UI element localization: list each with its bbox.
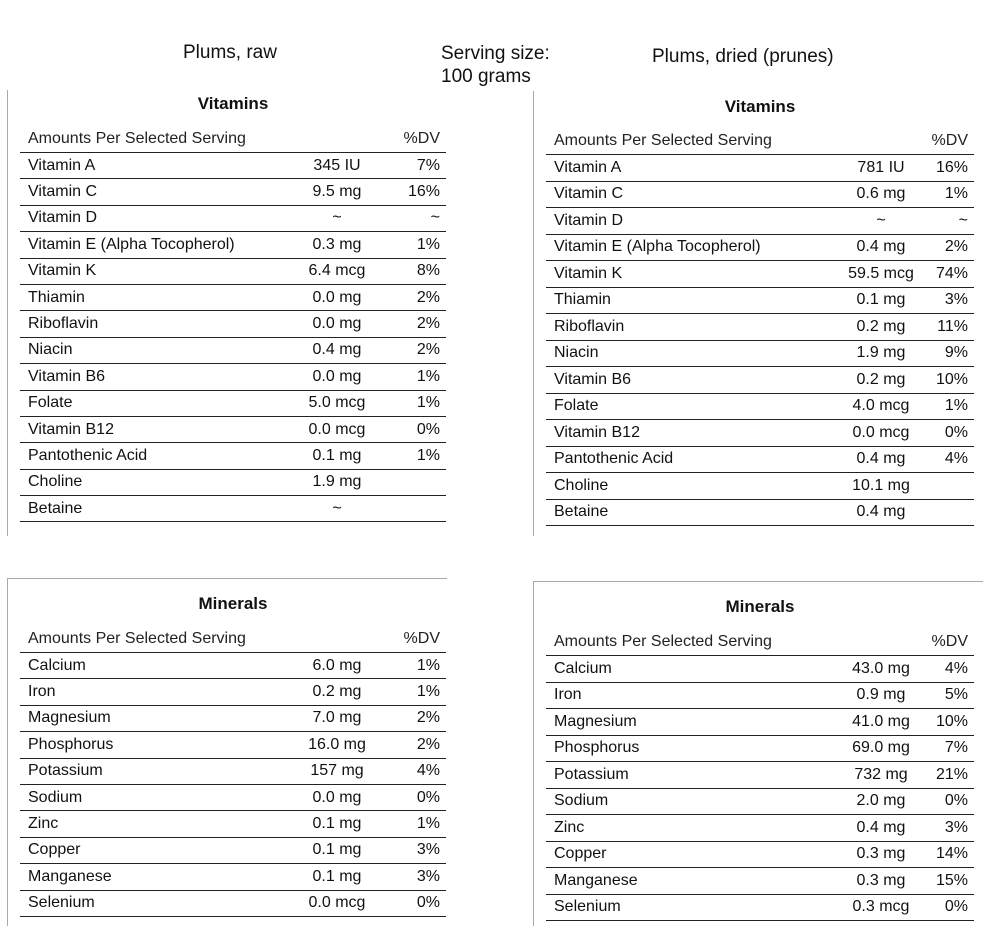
nutrient-dv: 9%: [944, 344, 968, 362]
panel-title: Minerals: [198, 594, 268, 613]
nutrient-name: Vitamin E (Alpha Tocopherol): [554, 238, 761, 256]
nutrient-name: Betaine: [28, 499, 83, 517]
nutrient-amount: 43.0 mg: [852, 659, 910, 677]
nutrient-name: Sodium: [554, 792, 609, 810]
nutrient-amount: 6.4 mcg: [308, 262, 366, 280]
nutrient-dv: 2%: [416, 735, 440, 753]
table-row: [20, 785, 446, 811]
nutrient-dv: 1%: [416, 446, 440, 464]
nutrient-dv: 2%: [416, 288, 440, 306]
nutrient-name: Potassium: [554, 765, 629, 783]
nutrient-name: Manganese: [554, 871, 638, 889]
nutrient-name: Thiamin: [554, 291, 611, 309]
nutrient-name: Selenium: [28, 894, 95, 912]
table-row: [20, 338, 446, 364]
nutrient-table: [20, 126, 446, 522]
table-row: [20, 470, 446, 496]
nutrient-dv: 1%: [416, 235, 440, 253]
nutrient-name: Vitamin B12: [554, 423, 640, 441]
table-row: [20, 285, 446, 311]
nutrient-dv: 3%: [416, 867, 440, 885]
nutrient-dv: 2%: [416, 341, 440, 359]
nutrient-amount: 0.0 mcg: [308, 894, 366, 912]
nutrient-dv: 21%: [935, 765, 968, 783]
table-row: [20, 706, 446, 732]
nutrient-amount: 0.0 mg: [312, 315, 362, 333]
nutrient-name: Niacin: [28, 341, 73, 359]
nutrient-dv: ~: [430, 209, 440, 227]
table-row: [20, 838, 446, 864]
nutrient-name: Copper: [28, 841, 81, 859]
nutrient-amount: 0.9 mg: [856, 686, 906, 704]
panel-border: [7, 578, 8, 926]
nutrient-dv: 5%: [944, 686, 968, 704]
nutrient-name: Folate: [554, 397, 599, 415]
nutrient-name: Vitamin B6: [28, 367, 106, 385]
nutrient-name: Riboflavin: [554, 317, 625, 335]
nutrient-name: Niacin: [554, 344, 599, 362]
nutrient-dv: 2%: [416, 315, 440, 333]
nutrient-dv: 0%: [944, 423, 968, 441]
nutrient-amount: 0.0 mcg: [308, 420, 366, 438]
nutrient-dv: 4%: [416, 762, 440, 780]
nutrient-amount: 10.1 mg: [852, 476, 910, 494]
nutrient-amount: 345 IU: [313, 156, 361, 174]
table-row: [546, 341, 974, 368]
nutrient-amount: 0.4 mg: [312, 341, 362, 359]
food-title-left: Plums, raw: [183, 42, 277, 63]
panel-border-top: [7, 578, 447, 579]
nutrient-dv: 4%: [944, 659, 968, 677]
nutrient-name: Selenium: [554, 898, 621, 916]
nutrient-name: Calcium: [28, 656, 86, 674]
nutrient-amount: 0.1 mg: [312, 815, 362, 833]
table-row: [20, 891, 446, 917]
nutrient-amount: 157 mg: [310, 762, 364, 780]
nutrient-table: [546, 629, 974, 921]
nutrient-dv: 0%: [944, 898, 968, 916]
nutrient-dv: 0%: [944, 792, 968, 810]
nutrient-name: Vitamin C: [28, 183, 98, 201]
table-row: [546, 182, 974, 209]
nutrient-name: Vitamin D: [28, 209, 98, 227]
nutrient-dv: 16%: [407, 183, 440, 201]
nutrient-amount: 0.2 mg: [312, 683, 362, 701]
table-row: [20, 679, 446, 705]
table-row: [546, 683, 974, 710]
header-dv: %DV: [931, 132, 968, 149]
panel-title: Vitamins: [197, 94, 269, 113]
nutrient-dv: 14%: [935, 845, 968, 863]
nutrient-table: [546, 128, 974, 526]
nutrient-amount: 41.0 mg: [852, 712, 910, 730]
nutrient-name: Vitamin E (Alpha Tocopherol): [28, 235, 235, 253]
nutrient-amount: 1.9 mg: [856, 344, 906, 362]
nutrient-amount: 0.0 mg: [312, 788, 362, 806]
table-row: [20, 811, 446, 837]
nutrient-amount: 0.6 mg: [856, 185, 906, 203]
table-row: [546, 261, 974, 288]
table-row: [20, 443, 446, 469]
nutrient-name: Iron: [554, 686, 582, 704]
nutrient-dv: 16%: [935, 158, 968, 176]
nutrient-name: Potassium: [28, 762, 103, 780]
panel-border: [533, 91, 534, 536]
nutrient-dv: 1%: [944, 185, 968, 203]
nutrient-amount: 781 IU: [857, 158, 905, 176]
nutrient-name: Manganese: [28, 867, 112, 885]
table-header: [20, 626, 446, 653]
nutrient-dv: 15%: [935, 871, 968, 889]
panel-border: [533, 581, 534, 926]
nutrient-amount: 732 mg: [854, 765, 908, 783]
nutrient-dv: 0%: [416, 894, 440, 912]
nutrient-name: Folate: [28, 394, 73, 412]
table-row: [546, 895, 974, 922]
table-row: [546, 314, 974, 341]
nutrient-amount: 0.1 mg: [312, 867, 362, 885]
table-header: [546, 128, 974, 155]
nutrient-name: Vitamin B6: [554, 370, 632, 388]
table-row: [546, 789, 974, 816]
nutrient-dv: 1%: [944, 397, 968, 415]
nutrient-dv: 2%: [944, 238, 968, 256]
nutrient-name: Pantothenic Acid: [554, 450, 674, 468]
table-row: [20, 391, 446, 417]
nutrient-name: Riboflavin: [28, 315, 99, 333]
nutrient-dv: 7%: [416, 156, 440, 174]
table-row: [20, 759, 446, 785]
nutrient-amount: 0.0 mcg: [852, 423, 910, 441]
nutrient-amount: 0.1 mg: [856, 291, 906, 309]
nutrient-name: Iron: [28, 683, 56, 701]
table-row: [546, 815, 974, 842]
nutrient-amount: 0.4 mg: [856, 818, 906, 836]
nutrient-amount: 4.0 mcg: [852, 397, 910, 415]
table-row: [546, 420, 974, 447]
nutrient-dv: 74%: [935, 264, 968, 282]
table-header: [20, 126, 446, 153]
nutrient-dv: 8%: [416, 262, 440, 280]
nutrient-name: Vitamin B12: [28, 420, 114, 438]
nutrient-amount: 0.4 mg: [856, 503, 906, 521]
header-label: Amounts Per Selected Serving: [28, 130, 246, 147]
table-row: [546, 500, 974, 527]
panel-title: Vitamins: [724, 97, 796, 116]
nutrient-name: Calcium: [554, 659, 612, 677]
serving-size-value: 100 grams: [441, 66, 531, 87]
nutrient-amount: 9.5 mg: [312, 183, 362, 201]
table-row: [20, 206, 446, 232]
nutrient-dv: 1%: [416, 394, 440, 412]
nutrient-amount: 2.0 mg: [856, 792, 906, 810]
nutrient-name: Phosphorus: [554, 739, 640, 757]
table-row: [546, 656, 974, 683]
nutrient-amount: 0.0 mg: [312, 367, 362, 385]
nutrient-dv: 3%: [944, 291, 968, 309]
nutrient-amount: ~: [332, 499, 342, 517]
table-row: [20, 496, 446, 522]
nutrient-amount: ~: [876, 211, 886, 229]
nutrient-name: Vitamin A: [28, 156, 96, 174]
nutrient-amount: 0.4 mg: [856, 238, 906, 256]
table-row: [20, 364, 446, 390]
nutrient-amount: 0.1 mg: [312, 841, 362, 859]
nutrient-dv: 2%: [416, 709, 440, 727]
table-row: [546, 155, 974, 182]
nutrient-amount: 0.0 mg: [312, 288, 362, 306]
table-row: [546, 447, 974, 474]
table-row: [20, 153, 446, 179]
nutrient-name: Magnesium: [554, 712, 637, 730]
nutrient-amount: 0.3 mg: [856, 845, 906, 863]
nutrient-name: Vitamin D: [554, 211, 624, 229]
nutrient-dv: 0%: [416, 420, 440, 438]
serving-size: [441, 42, 550, 88]
nutrient-dv: 1%: [416, 656, 440, 674]
header-dv: %DV: [403, 130, 440, 147]
table-row: [546, 868, 974, 895]
nutrient-amount: 0.1 mg: [312, 446, 362, 464]
nutrient-dv: ~: [958, 211, 968, 229]
table-row: [20, 311, 446, 337]
header-label: Amounts Per Selected Serving: [554, 132, 772, 149]
nutrient-amount: 59.5 mcg: [848, 264, 914, 282]
nutrient-dv: 3%: [416, 841, 440, 859]
table-row: [546, 736, 974, 763]
panel-border-top: [533, 581, 983, 582]
nutrient-amount: 5.0 mcg: [308, 394, 366, 412]
nutrient-amount: 1.9 mg: [312, 473, 362, 491]
nutrient-amount: 0.4 mg: [856, 450, 906, 468]
table-row: [546, 367, 974, 394]
nutrient-name: Vitamin K: [28, 262, 97, 280]
table-row: [546, 235, 974, 262]
nutrient-dv: 1%: [416, 815, 440, 833]
nutrient-dv: 1%: [416, 683, 440, 701]
nutrient-name: Vitamin C: [554, 185, 624, 203]
table-row: [20, 232, 446, 258]
header-label: Amounts Per Selected Serving: [28, 630, 246, 647]
nutrient-amount: 0.3 mg: [312, 235, 362, 253]
nutrient-dv: 10%: [935, 370, 968, 388]
serving-size-label: Serving size:: [441, 43, 550, 64]
table-row: [546, 288, 974, 315]
table-row: [20, 653, 446, 679]
food-title-right: Plums, dried (prunes): [652, 46, 834, 67]
table-row: [20, 259, 446, 285]
nutrient-dv: 4%: [944, 450, 968, 468]
nutrient-dv: 0%: [416, 788, 440, 806]
nutrient-name: Vitamin A: [554, 158, 622, 176]
nutrient-name: Choline: [28, 473, 83, 491]
table-row: [20, 864, 446, 890]
nutrient-amount: 0.3 mcg: [852, 898, 910, 916]
nutrient-amount: 7.0 mg: [312, 709, 362, 727]
table-row: [20, 179, 446, 205]
table-row: [546, 709, 974, 736]
nutrient-dv: 7%: [944, 739, 968, 757]
nutrient-dv: 3%: [944, 818, 968, 836]
panel-border: [7, 90, 8, 536]
header-dv: %DV: [403, 630, 440, 647]
table-row: [20, 417, 446, 443]
table-row: [546, 842, 974, 869]
nutrient-amount: 69.0 mg: [852, 739, 910, 757]
nutrient-dv: 1%: [416, 367, 440, 385]
table-row: [20, 732, 446, 758]
nutrient-name: Sodium: [28, 788, 83, 806]
header-dv: %DV: [931, 633, 968, 650]
nutrient-table: [20, 626, 446, 917]
nutrient-name: Zinc: [28, 815, 59, 833]
table-row: [546, 208, 974, 235]
nutrient-amount: ~: [332, 209, 342, 227]
header-label: Amounts Per Selected Serving: [554, 633, 772, 650]
nutrient-amount: 6.0 mg: [312, 656, 362, 674]
nutrient-amount: 0.2 mg: [856, 370, 906, 388]
nutrient-amount: 0.2 mg: [856, 317, 906, 335]
nutrient-amount: 16.0 mg: [308, 735, 366, 753]
nutrient-name: Betaine: [554, 503, 609, 521]
table-row: [546, 473, 974, 500]
table-row: [546, 394, 974, 421]
nutrient-name: Thiamin: [28, 288, 85, 306]
panel-title: Minerals: [725, 597, 795, 616]
nutrient-name: Phosphorus: [28, 735, 114, 753]
nutrient-amount: 0.3 mg: [856, 871, 906, 889]
nutrient-name: Zinc: [554, 818, 585, 836]
nutrient-name: Pantothenic Acid: [28, 446, 148, 464]
nutrient-name: Choline: [554, 476, 609, 494]
nutrient-name: Copper: [554, 845, 607, 863]
nutrient-dv: 11%: [937, 317, 968, 335]
nutrient-dv: 10%: [935, 712, 968, 730]
table-row: [546, 762, 974, 789]
table-header: [546, 629, 974, 656]
nutrient-name: Magnesium: [28, 709, 111, 727]
nutrient-name: Vitamin K: [554, 264, 623, 282]
